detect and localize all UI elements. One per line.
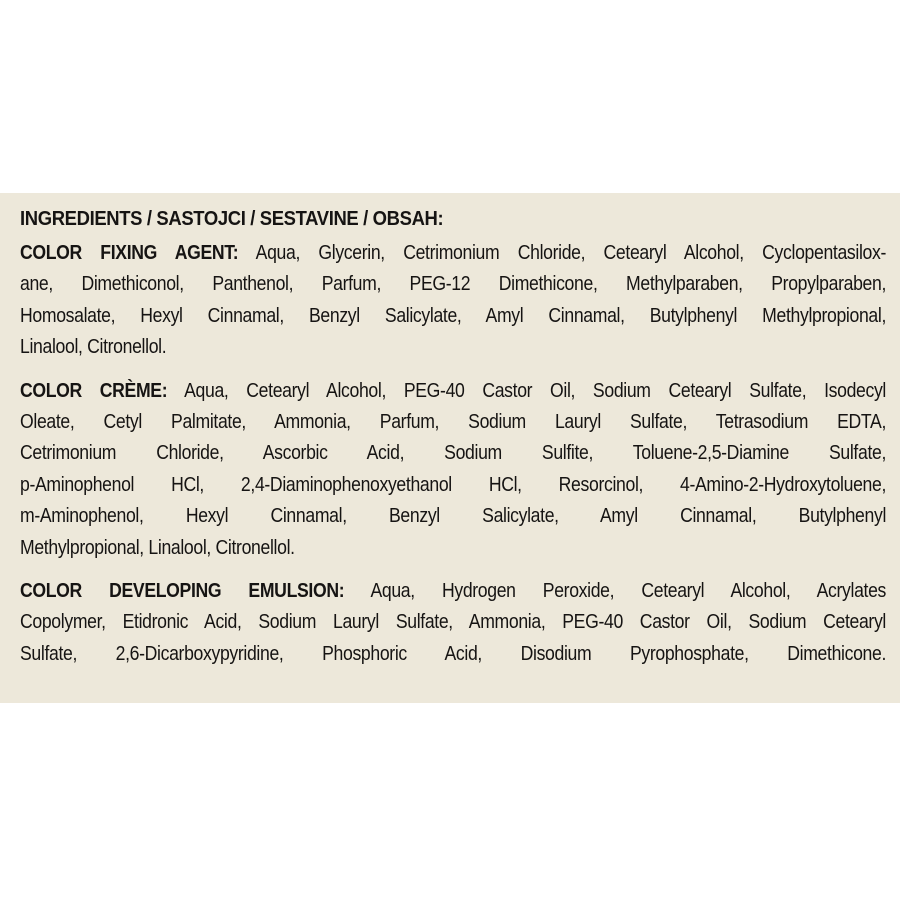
section-color-developing-emulsion <box>20 575 886 669</box>
ingredient-line: Sulfate, 2,6-Dicarboxypyridine, Phosphoric Acid, Disodium Pyrophosphate, Dimethicone. <box>20 641 887 665</box>
ingredient-line: m-Aminophenol, Hexyl Cinnamal, Benzyl Salicylate, Amyl Cinnamal, Butylphenyl <box>20 504 887 528</box>
section-title: COLOR CRÈME: <box>20 378 168 402</box>
ingredient-line: Oleate, Cetyl Palmitate, Ammonia, Parfum, Sodium Lauryl Sulfate, Tetrasodium EDTA, <box>20 410 887 434</box>
ingredient-line: COLOR FIXING AGENT: Aqua, Glycerin, Cetrimonium Chloride, Cetearyl Alcohol, Cyclopentasilox- <box>20 241 887 264</box>
section-title: COLOR DEVELOPING EMULSION: <box>20 579 345 603</box>
ingredients-label <box>0 193 900 703</box>
ingredient-line: COLOR DEVELOPING EMULSION: Aqua, Hydrogen Peroxide, Cetearyl Alcohol, Acrylates <box>20 579 887 603</box>
ingredient-line: COLOR CRÈME: Aqua, Cetearyl Alcohol, PEG-40 Castor Oil, Sodium Cetearyl Sulfate, Isodecyl <box>20 378 887 402</box>
ingredients-heading: INGREDIENTS / SASTOJCI / SESTAVINE / OBSAH: <box>20 207 444 230</box>
ingredient-line: Copolymer, Etidronic Acid, Sodium Lauryl Sulfate, Ammonia, PEG-40 Castor Oil, Sodium Cetearyl <box>20 610 887 634</box>
ingredient-line: Linalool, Citronellol. <box>20 335 167 359</box>
ingredient-line: Methylpropional, Linalool, Citronellol. <box>20 535 295 559</box>
ingredient-line: Homosalate, Hexyl Cinnamal, Benzyl Salicylate, Amyl Cinnamal, Butylphenyl Methylpropional, <box>20 303 887 327</box>
ingredient-line: p-Aminophenol HCl, 2,4-Diaminophenoxyethanol HCl, Resorcinol, 4-Amino-2-Hydroxytoluene, <box>20 472 887 496</box>
section-title: COLOR FIXING AGENT: <box>20 241 239 264</box>
ingredient-line: ane, Dimethiconol, Panthenol, Parfum, PEG-12 Dimethicone, Methylparaben, Propylparaben, <box>20 272 887 296</box>
section-color-fixing-agent <box>20 237 886 363</box>
ingredient-line: Cetrimonium Chloride, Ascorbic Acid, Sodium Sulfite, Toluene-2,5-Diamine Sulfate, <box>20 441 887 465</box>
section-color-creme <box>20 375 886 563</box>
